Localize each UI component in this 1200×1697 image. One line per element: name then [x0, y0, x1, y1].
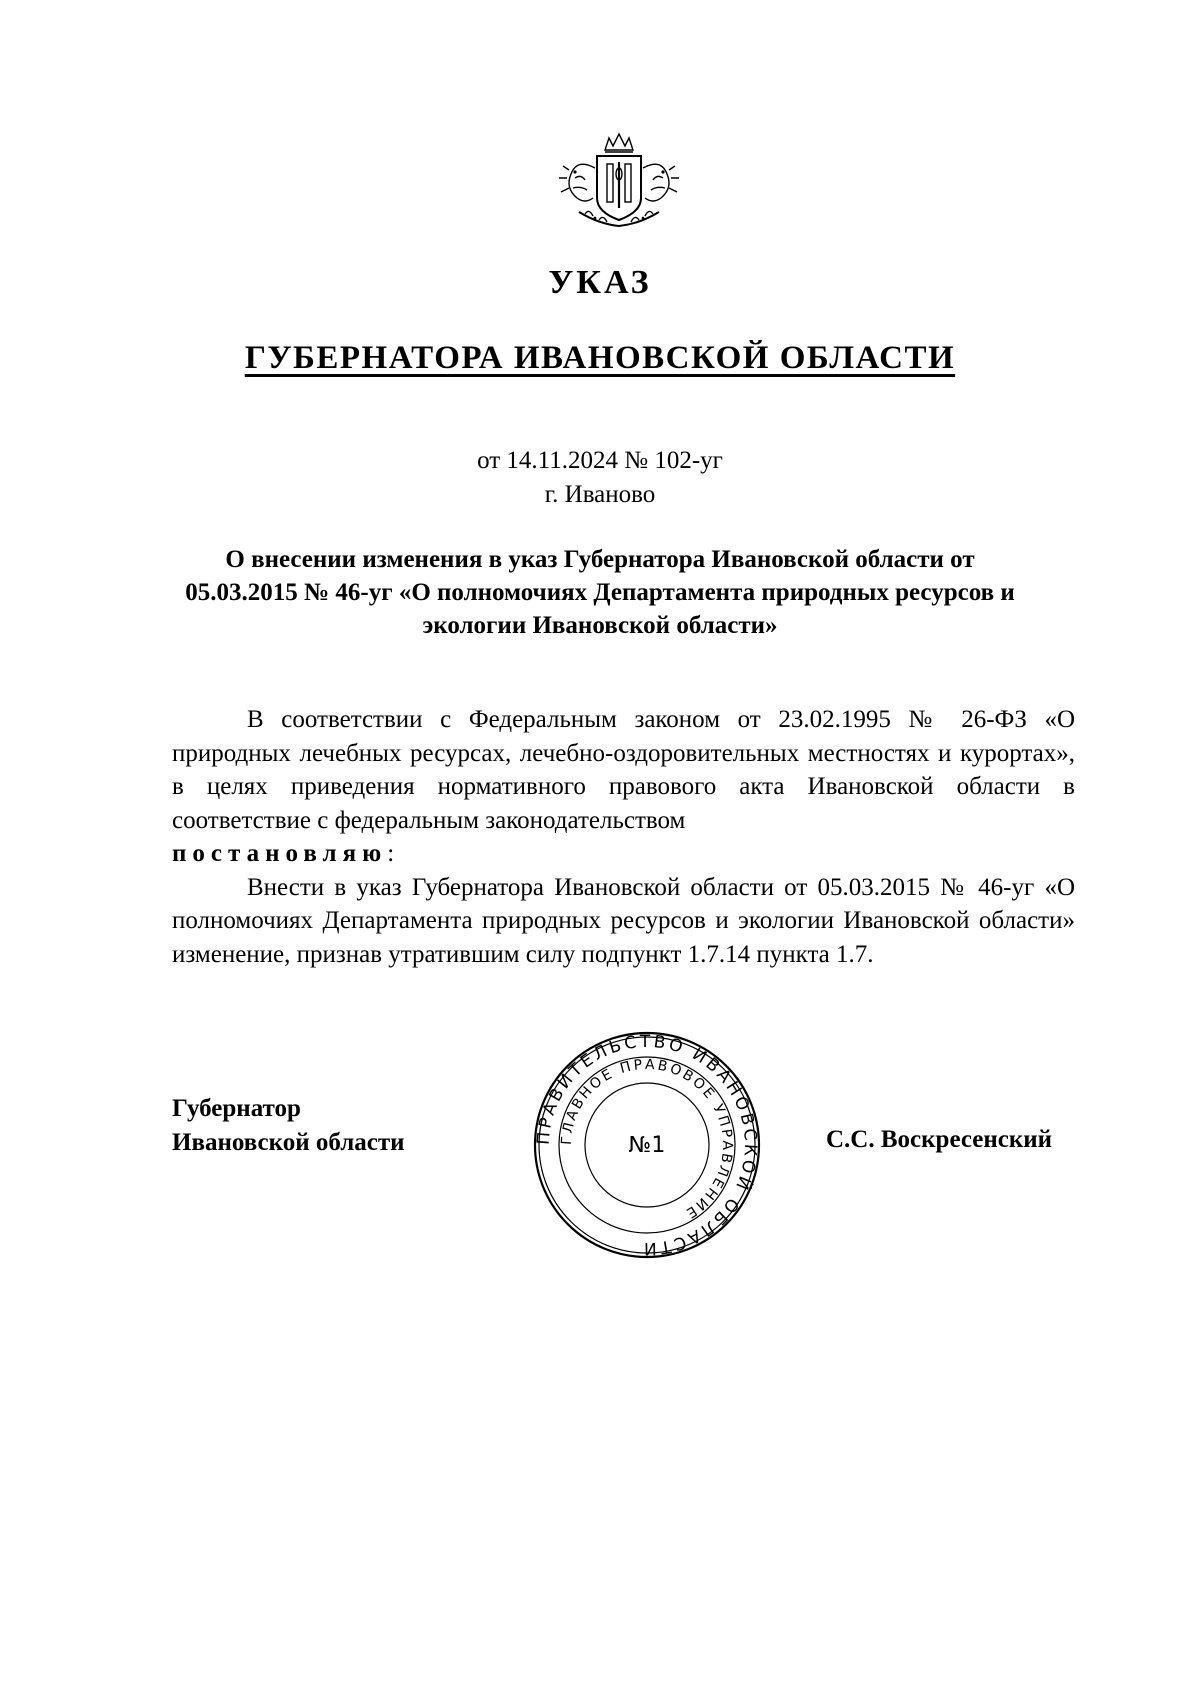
document-type-heading: УКАЗ	[548, 264, 652, 301]
stamp-center-number: №1	[628, 1133, 666, 1158]
body-paragraph-2: Внести в указ Губернатора Ивановской области от 05.03.2015 № 46-уг «О полномочиях Департамента природных ресурсов и экологии Ивановской области» изменение, признав утратившим силу подпункт 1.7.14 пункта 1.7.	[172, 873, 1075, 968]
date-number-line: от 14.11.2024 № 102-уг	[477, 447, 723, 474]
signatory-position-line-1: Губернатор	[172, 1095, 301, 1122]
signatory-position	[172, 1092, 405, 1160]
stamp-outer-text: ПРАВИТЕЛЬСТВО ИВАНОВСКОЙ ОБЛАСТИ	[533, 1031, 761, 1259]
city-line: г. Иваново	[544, 481, 656, 508]
body-paragraph-1	[172, 703, 1075, 871]
stamp-inner-text: ГЛАВНОЕ ПРАВОВОЕ УПРАВЛЕНИЕ	[558, 1056, 736, 1223]
coat-of-arms-emblem	[555, 128, 683, 232]
decree-colon: :	[387, 840, 395, 867]
official-stamp	[532, 1030, 762, 1260]
issuer-heading-text: ГУБЕРНАТОРА ИВАНОВСКОЙ ОБЛАСТИ	[244, 340, 956, 376]
document-subject: О внесении изменения в указ Губернатора Ивановской области от 05.03.2015 № 46-уг «О полномочиях Департамента природных ресурсов и экологии Ивановской области»	[185, 546, 1015, 639]
signatory-position-line-2: Ивановской области	[172, 1129, 405, 1156]
body-paragraph-1-text: В соответствии с Федеральным законом от 23.02.1995 № 26-ФЗ «О природных лечебных ресурсах, лечебно-оздоровительных местностях и курортах», в целях приведения нормативного правового акта Ивановской области в соответствие с федеральным законодательством	[172, 706, 1075, 834]
issuer-heading	[0, 340, 1200, 377]
document-body	[172, 703, 1075, 971]
decree-word: постановляю	[172, 840, 388, 867]
signatory-name: С.С. Воскресенский	[826, 1126, 1053, 1153]
